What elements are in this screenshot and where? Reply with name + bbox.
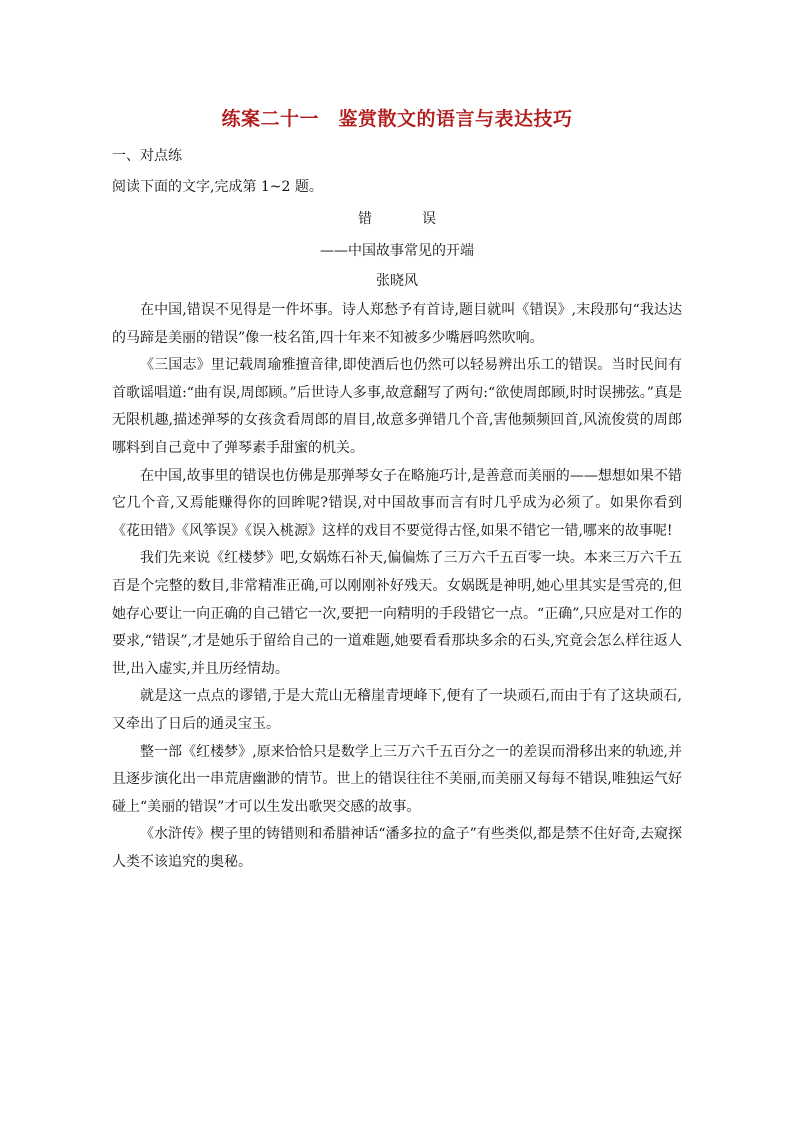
essay-author: 张晓风 bbox=[376, 273, 418, 289]
paragraph: 就是这一点点的谬错,于是大荒山无稽崖青埂峰下,便有了一块顽石,而由于有了这块顽石,又牵出了日后的通灵宝玉。 bbox=[112, 688, 682, 732]
paragraph: 我们先来说《红楼梦》吧,女娲炼石补天,偏偏炼了三万六千五百零一块。本来三万六千五百是个完整的数目,非常精准正确,可以刚刚补好残天。女娲既是神明,她心里其实是雪亮的,但她存心要让一向正确的自己错它一次,要把一向精明的手段错它一点。“正确”,只应是对工作的要求,“错误”,才是她乐于留给自己的一道难题,她要看看那块多余的石头,究竟会怎么样往返人世,出入虚实,并且历经情劫。 bbox=[112, 550, 682, 677]
paragraph: 《三国志》里记载周瑜雅擅音律,即使酒后也仍然可以轻易辨出乐工的错误。当时民间有首歌谣唱道:“曲有误,周郎顾。”后世诗人多事,故意翻写了两句:“欲使周郎顾,时时误拂弦。”真是无限机趣,描述弹琴的女孩贪看周郎的眉目,故意多弹错几个音,害他频频回首,风流俊赏的周郎哪料到自己竟中了弹琴素手甜蜜的机关。 bbox=[112, 357, 682, 456]
instruction-text: 阅读下面的文字,完成第 1~2 题。 bbox=[112, 179, 323, 195]
paragraph: 在中国,故事里的错误也仿佛是那弹琴女子在略施巧计,是善意而美丽的——想想如果不错它几个音,又焉能赚得你的回眸呢?错误,对中国故事而言有时几乎成为必须了。如果你看到《花田错》《风筝误》《误入桃源》这样的戏目不要觉得古怪,如果不错它一错,哪来的故事呢! bbox=[112, 467, 682, 539]
essay-body bbox=[112, 297, 682, 876]
paragraph: 整一部《红楼梦》,原来恰恰只是数学上三万六千五百分之一的差误而滑移出来的轨迹,并且逐步演化出一串荒唐幽渺的情节。世上的错误往往不美丽,而美丽又每每不错误,唯独运气好碰上“美丽的错误”才可以生发出歌哭交感的故事。 bbox=[112, 743, 682, 815]
essay-subtitle: ——中国故事常见的开端 bbox=[320, 243, 474, 259]
essay-title: 错 误 bbox=[358, 211, 454, 227]
page-title: 练案二十一 鉴赏散文的语言与表达技巧 bbox=[221, 108, 573, 130]
section-heading: 一、对点练 bbox=[112, 148, 182, 164]
paragraph: 《水浒传》楔子里的铸错则和希腊神话“潘多拉的盒子”有些类似,都是禁不住好奇,去窥探人类不该追究的奥秘。 bbox=[112, 826, 682, 870]
paragraph: 在中国,错误不见得是一件坏事。诗人郑愁予有首诗,题目就叫《错误》,末段那句“我达达的马蹄是美丽的错误”像一枝名笛,四十年来不知被多少嘴唇呜然吹响。 bbox=[112, 302, 682, 346]
